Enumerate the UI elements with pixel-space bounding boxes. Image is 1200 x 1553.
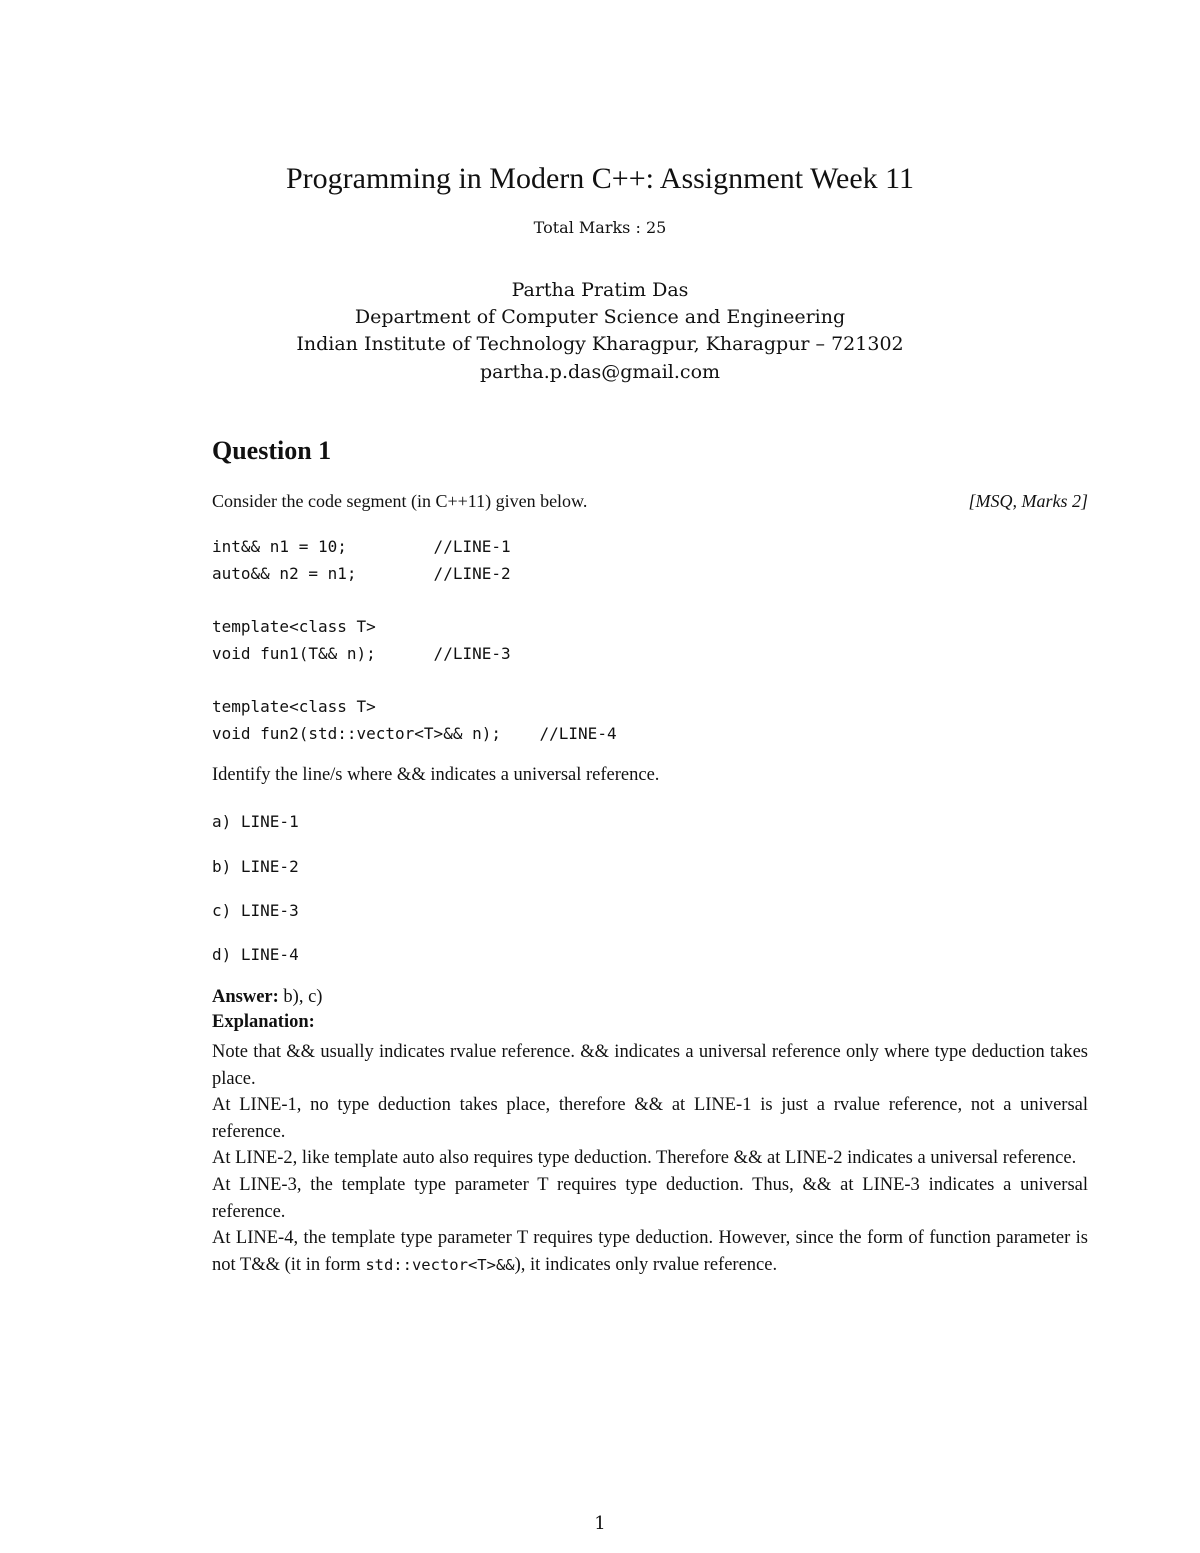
total-marks: Total Marks : 25 xyxy=(533,218,667,237)
explanation-paragraph: At LINE-1, no type deduction takes place, therefore && at LINE-1 is just a rvalue reference, not a universal reference. xyxy=(212,1095,1088,1142)
page-number: 1 xyxy=(594,1513,606,1534)
department: Department of Computer Science and Engineering xyxy=(354,306,846,328)
email: partha.p.das@gmail.com xyxy=(479,361,721,383)
question-heading: Question 1 xyxy=(212,436,332,465)
option-d: d) LINE-4 xyxy=(212,945,299,964)
author-name: Partha Pratim Das xyxy=(511,279,689,301)
document-title: Programming in Modern C++: Assignment Week 11 xyxy=(285,162,915,195)
option-a: a) LINE-1 xyxy=(212,812,299,831)
institute: Indian Institute of Technology Kharagpur, Kharagpur – 721302 xyxy=(296,333,904,355)
option-b: b) LINE-2 xyxy=(212,857,299,876)
question-intro xyxy=(212,491,1088,512)
question-prompt: Identify the line/s where && indicates a universal reference. xyxy=(212,765,660,785)
code-line: auto&& n2 = n1; //LINE-2 xyxy=(212,564,511,583)
code-line: void fun2(std::vector<T>&& n); //LINE-4 xyxy=(212,724,617,743)
code-line: void fun1(T&& n); //LINE-3 xyxy=(212,644,511,663)
code-line: int&& n1 = 10; //LINE-1 xyxy=(212,537,511,556)
question-type-tag: [MSQ, Marks 2] xyxy=(968,491,1088,511)
code-line: template<class T> xyxy=(212,617,376,636)
explanation-paragraph: Note that && usually indicates rvalue reference. && indicates a universal reference only where type deduction takes place. xyxy=(212,1042,1088,1089)
code-line: template<class T> xyxy=(212,697,376,716)
intro-text: Consider the code segment (in C++11) given below. xyxy=(212,491,588,511)
inline-code: std::vector<T>&& xyxy=(365,1255,515,1274)
explanation-label: Explanation: xyxy=(212,1012,315,1032)
answer-label: Answer: xyxy=(212,987,279,1007)
option-c: c) LINE-3 xyxy=(212,901,299,920)
explanation-paragraph: At LINE-4, the template type parameter T requires type deduction. However, since the form of function parameter is not T&& (it in form std::vector<T>&&), it indicates only rvalue reference. xyxy=(212,1228,1088,1275)
explanation-paragraph: At LINE-2, like template auto also requires type deduction. Therefore && at LINE-2 indicates a universal reference. xyxy=(212,1148,1077,1169)
explanation-paragraph: At LINE-3, the template type parameter T requires type deduction. Thus, && at LINE-3 indicates a universal reference. xyxy=(212,1174,1088,1222)
answer-value: b), c) xyxy=(283,987,323,1007)
answer xyxy=(212,987,1088,1008)
explanation-body xyxy=(212,1039,1088,1278)
